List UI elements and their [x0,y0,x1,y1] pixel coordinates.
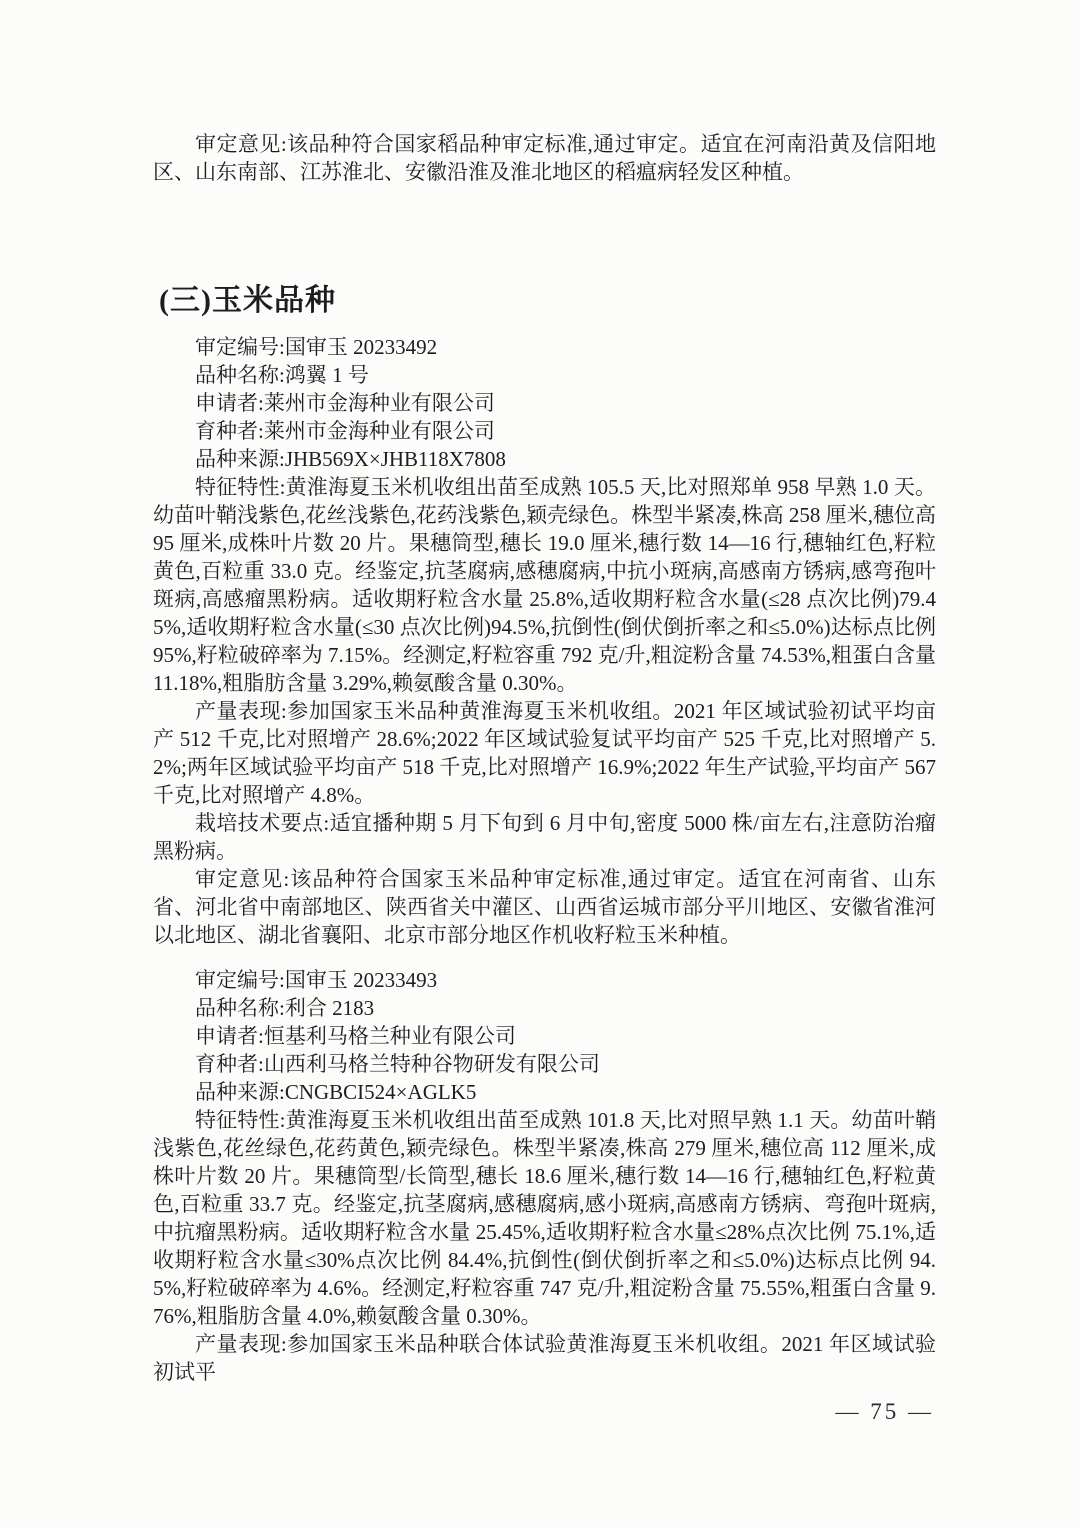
page-number: — 75 — [835,1399,934,1424]
breeder-line: 育种者:山西利马格兰特种谷物研发有限公司 [195,1052,600,1076]
breeder-line: 育种者:莱州市金海种业有限公司 [195,419,495,443]
variety-block-1 [153,333,936,949]
applicant-line: 申请者:莱州市金海种业有限公司 [195,391,495,415]
approval-number-line: 审定编号:国审玉 20233492 [195,335,438,359]
variety-name-line: 品种名称:利合 2183 [195,996,375,1020]
approval-number-line: 审定编号:国审玉 20233493 [195,968,438,992]
variety-name-line: 品种名称:鸿翼 1 号 [195,363,369,387]
traits-paragraph: 特征特性:黄淮海夏玉米机收组出苗至成熟 101.8 天,比对照早熟 1.1 天。幼苗叶鞘浅紫色,花丝绿色,花药黄色,颖壳绿色。株型半紧凑,株高 279 厘米,穗位高 112 厘米,成株叶片数 20 片。果穗筒型/长筒型,穗长 18.6 厘米,穗行数 14—16 行,穗轴红色,籽粒黄色,百粒重 33.7 克。经鉴定,抗茎腐病,感穗腐病,感小斑病,高感南方锈病、弯孢叶斑病,中抗瘤黑粉病。适收期籽粒含水量 25.45%,适收期籽粒含水量≤28%点次比例 75.1%,适收期籽粒含水量≤30%点次比例 84.4%,抗倒性(倒伏倒折率之和≤5.0%)达标点比例 94.5%,籽粒破碎率为 4.6%。经测定,籽粒容重 747 克/升,粗淀粉含量 75.55%,粗蛋白含量 9.76%,粗脂肪含量 4.0%,赖氨酸含量 0.30%。 [153,1108,936,1328]
variety-block-2 [153,966,936,1386]
approval-opinion-paragraph: 审定意见:该品种符合国家玉米品种审定标准,通过审定。适宜在河南省、山东省、河北省中南部地区、陕西省关中灌区、山西省运城市部分平川地区、安徽省淮河以北地区、湖北省襄阳、北京市部分地区作机收籽粒玉米种植。 [153,867,936,947]
rice-approval-opinion-paragraph: 审定意见:该品种符合国家稻品种审定标准,通过审定。适宜在河南沿黄及信阳地区、山东南部、江苏淮北、安徽沿淮及淮北地区的稻瘟病轻发区种植。 [153,132,936,184]
variety-source-line: 品种来源:CNGBCI524×AGLK5 [195,1080,477,1104]
yield-performance-paragraph: 产量表现:参加国家玉米品种黄淮海夏玉米机收组。2021 年区域试验初试平均亩产 512 千克,比对照增产 28.6%;2022 年区域试验复试平均亩产 525 千克,比对照增产 5.2%;两年区域试验平均亩产 518 千克,比对照增产 16.9%;2022 年生产试验,平均亩产 567 千克,比对照增产 4.8%。 [153,699,936,807]
variety-source-line: 品种来源:JHB569X×JHB118X7808 [195,447,506,471]
applicant-line: 申请者:恒基利马格兰种业有限公司 [195,1024,516,1048]
section-heading-corn-varieties: (三)玉米品种 [159,284,336,317]
cultivation-notes-paragraph: 栽培技术要点:适宜播种期 5 月下旬到 6 月中旬,密度 5000 株/亩左右,注意防治瘤黑粉病。 [153,811,936,863]
traits-paragraph: 特征特性:黄淮海夏玉米机收组出苗至成熟 105.5 天,比对照郑单 958 早熟 1.0 天。幼苗叶鞘浅紫色,花丝浅紫色,花药浅紫色,颖壳绿色。株型半紧凑,株高 258 厘米,穗位高 95 厘米,成株叶片数 20 片。果穗筒型,穗长 19.0 厘米,穗行数 14—16 行,穗轴红色,籽粒黄色,百粒重 33.0 克。经鉴定,抗茎腐病,感穗腐病,中抗小斑病,高感南方锈病,感弯孢叶斑病,高感瘤黑粉病。适收期籽粒含水量 25.8%,适收期籽粒含水量(≤28 点次比例)79.45%,适收期籽粒含水量(≤30 点次比例)94.5%,抗倒性(倒伏倒折率之和≤5.0%)达标点比例 95%,籽粒破碎率为 7.15%。经测定,籽粒容重 792 克/升,粗淀粉含量 74.53%,粗蛋白含量 11.18%,粗脂肪含量 3.29%,赖氨酸含量 0.30%。 [153,475,936,695]
yield-performance-paragraph-partial: 产量表现:参加国家玉米品种联合体试验黄淮海夏玉米机收组。2021 年区域试验初试平 [153,1332,936,1384]
